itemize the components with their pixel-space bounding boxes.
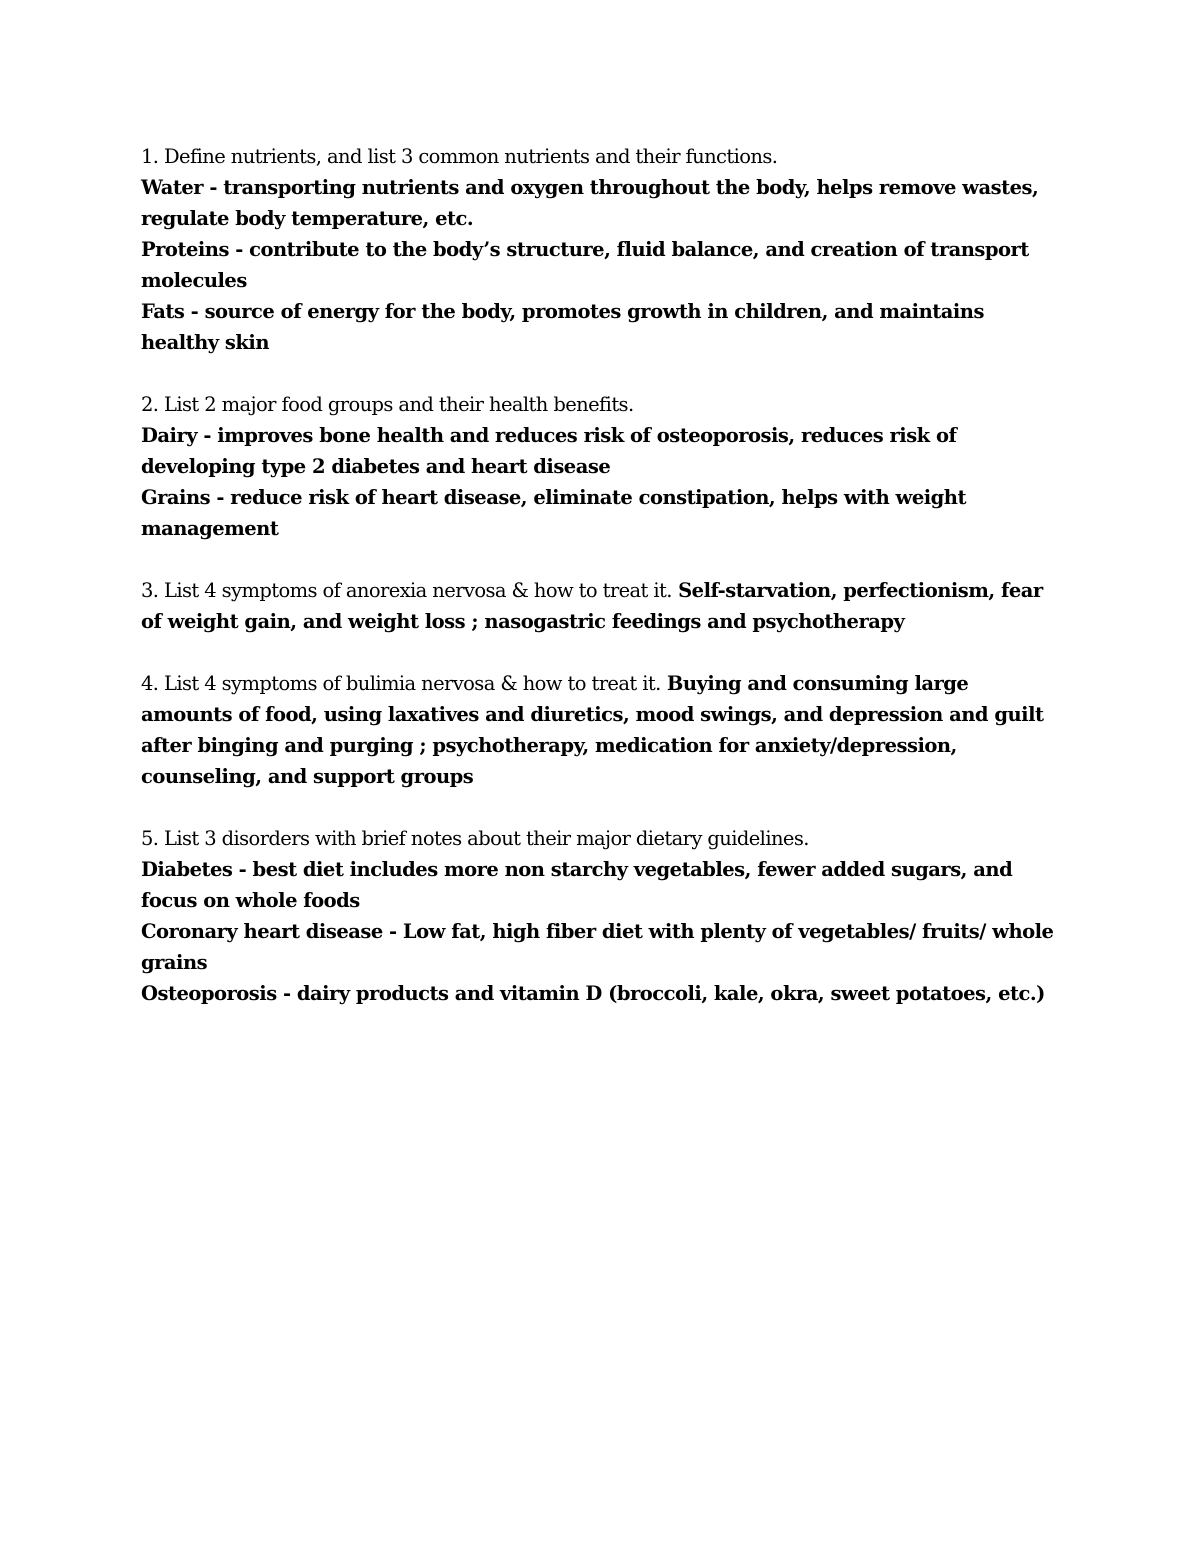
answer-fats: Fats - source of energy for the body, promotes growth in children, and maintains healthy skin [141, 300, 984, 354]
document-page [141, 141, 1061, 1040]
question-3-paragraph [141, 575, 1061, 637]
answer-coronary-heart-disease: Coronary heart disease - Low fat, high fiber diet with plenty of vegetables/ fruits/ whole grains [141, 920, 1054, 974]
question-2-section [141, 389, 1061, 544]
answer-bulimia: Buying and consuming large amounts of food, using laxatives and diuretics, mood swings, and depression and guilt after binging and purging ; psychotherapy, medication for anxiety/depression, counseling, and support groups [141, 672, 1044, 788]
question-1-section [141, 141, 1061, 358]
question-4-section [141, 668, 1061, 792]
question-4-prompt: 4. List 4 symptoms of bulimia nervosa & how to treat it. [141, 672, 661, 695]
question-3-prompt: 3. List 4 symptoms of anorexia nervosa & how to treat it. [141, 579, 672, 602]
question-4-paragraph [141, 668, 1061, 792]
answer-diabetes: Diabetes - best diet includes more non starchy vegetables, fewer added sugars, and focus on whole foods [141, 858, 1013, 912]
question-3-section [141, 575, 1061, 637]
answer-osteoporosis: Osteoporosis - dairy products and vitamin D (broccoli, kale, okra, sweet potatoes, etc.) [141, 982, 1045, 1005]
question-1-prompt: 1. Define nutrients, and list 3 common nutrients and their functions. [141, 145, 778, 168]
answer-dairy: Dairy - improves bone health and reduces risk of osteoporosis, reduces risk of developing type 2 diabetes and heart disease [141, 424, 957, 478]
answer-proteins: Proteins - contribute to the body’s structure, fluid balance, and creation of transport molecules [141, 238, 1029, 292]
answer-water: Water - transporting nutrients and oxygen throughout the body, helps remove wastes, regulate body temperature, etc. [141, 176, 1039, 230]
question-5-prompt: 5. List 3 disorders with brief notes about their major dietary guidelines. [141, 827, 809, 850]
answer-grains: Grains - reduce risk of heart disease, eliminate constipation, helps with weight management [141, 486, 966, 540]
question-2-prompt: 2. List 2 major food groups and their health benefits. [141, 393, 634, 416]
answer-anorexia: Self-starvation, perfectionism, fear of weight gain, and weight loss ; nasogastric feedings and psychotherapy [141, 579, 1043, 633]
question-5-section [141, 823, 1061, 1009]
